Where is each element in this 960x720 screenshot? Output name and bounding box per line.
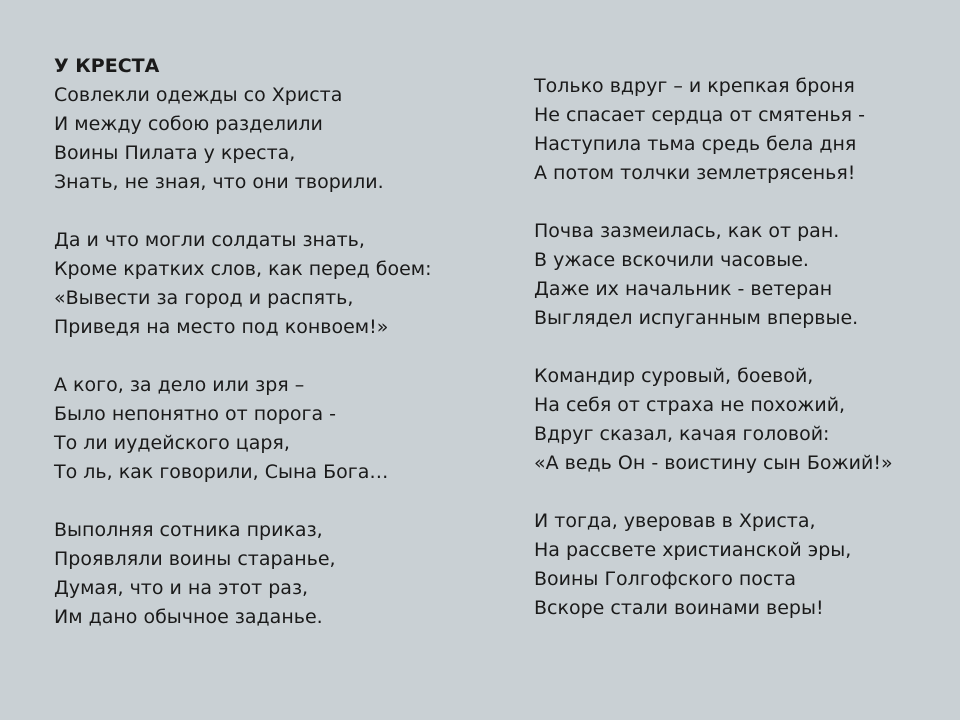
poem-line: Воины Голгофского поста: [534, 568, 797, 590]
poem-line: «А ведь Он - воистину сын Божий!»: [534, 452, 893, 474]
poem-line: Им дано обычное заданье.: [54, 606, 323, 628]
poem-line: Кроме кратких слов, как перед боем:: [54, 258, 432, 280]
poem-line: На рассвете христианской эры,: [534, 539, 852, 561]
poem-line: Даже их начальник - ветеран: [534, 278, 833, 300]
poem-line: Знать, не зная, что они творили.: [54, 171, 384, 193]
poem-line: Наступила тьма средь бела дня: [534, 133, 857, 155]
poem-line: Воины Пилата у креста,: [54, 142, 296, 164]
stanza-4: [54, 516, 474, 632]
poem-line: Вдруг сказал, качая головой:: [534, 423, 830, 445]
right-column: [534, 72, 934, 652]
stanza-6: [534, 217, 934, 333]
poem-line: Только вдруг – и крепкая броня: [534, 75, 855, 97]
poem-line: То ль, как говорили, Сына Бога…: [54, 461, 389, 483]
poem-line: На себя от страха не похожий,: [534, 394, 846, 416]
poem-line: А кого, за дело или зря –: [54, 374, 305, 396]
poem-line: Да и что могли солдаты знать,: [54, 229, 365, 251]
poem-line: То ли иудейского царя,: [54, 432, 290, 454]
poem-line: Было непонятно от порога -: [54, 403, 336, 425]
poem-line: Командир суровый, боевой,: [534, 365, 814, 387]
stanza-5: [534, 72, 934, 188]
stanza-3: [54, 371, 474, 487]
poem-title: У КРЕСТА: [54, 55, 160, 77]
poem-line: «Вывести за город и распять,: [54, 287, 354, 309]
left-column: [54, 52, 474, 661]
poem-line: И между собою разделили: [54, 113, 323, 135]
poem-line: Почва зазмеилась, как от ран.: [534, 220, 840, 242]
poem-line: Приведя на место под конвоем!»: [54, 316, 389, 338]
stanza-1: [54, 81, 474, 197]
stanza-2: [54, 226, 474, 342]
poem-line: Проявляли воины старанье,: [54, 548, 336, 570]
poem-line: Совлекли одежды со Христа: [54, 84, 343, 106]
poem-line: А потом толчки землетрясенья!: [534, 162, 856, 184]
poem-line: Выполняя сотника приказ,: [54, 519, 323, 541]
poem-line: Не спасает сердца от смятенья -: [534, 104, 866, 126]
poem-line: И тогда, уверовав в Христа,: [534, 510, 816, 532]
stanza-7: [534, 362, 934, 478]
stanza-8: [534, 507, 934, 623]
poem-line: Думая, что и на этот раз,: [54, 577, 309, 599]
poem-line: Вскоре стали воинами веры!: [534, 597, 824, 619]
poem-line: Выглядел испуганным впервые.: [534, 307, 859, 329]
poem-line: В ужасе вскочили часовые.: [534, 249, 809, 271]
